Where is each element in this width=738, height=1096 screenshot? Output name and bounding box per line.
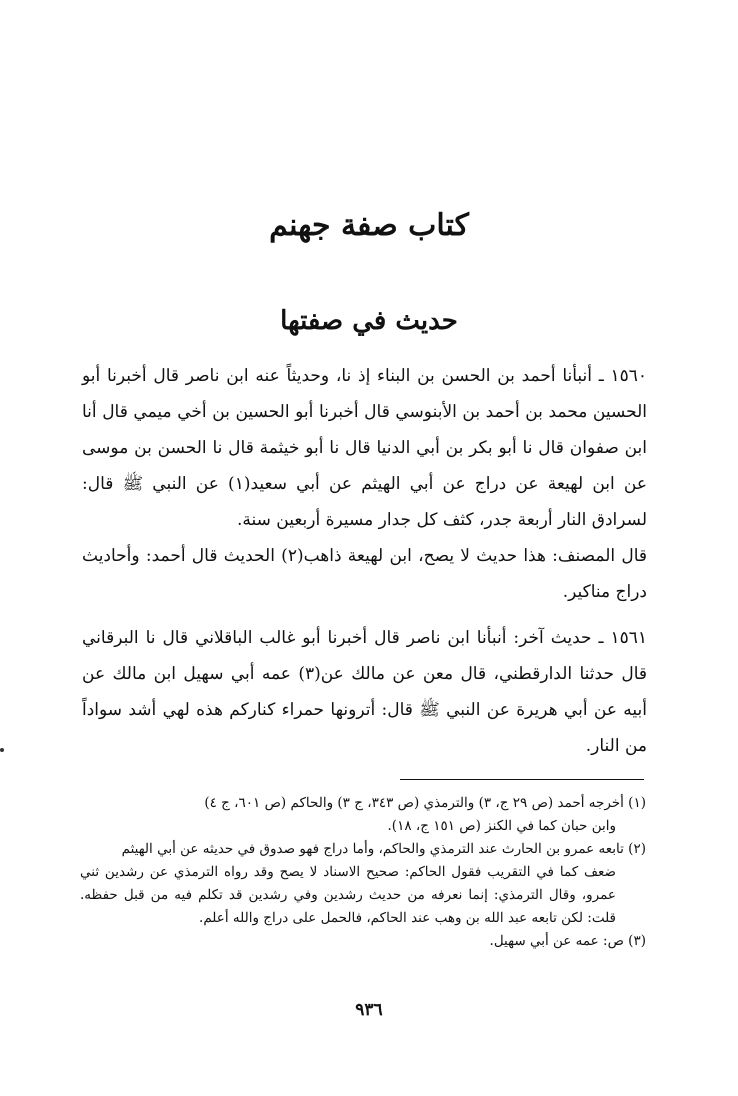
page-number: ٩٣٦	[355, 1000, 383, 1020]
author-comment-paragraph: قال المصنف: هذا حديث لا يصح، ابن لهيعة ذاهب(٢) الحديث قال أحمد: وأحاديث دراج مناكير.	[82, 546, 647, 602]
footnote-3-line1: (٣) ص: عمه عن أبي سهيل.	[489, 933, 646, 949]
footnote-2	[80, 838, 646, 930]
book-title: كتاب صفة جهنم	[269, 208, 469, 243]
footnote-separator	[400, 779, 644, 780]
scan-mark	[0, 748, 4, 752]
hadith-1561-paragraph: ١٥٦١ ـ حديث آخر: أنبأنا ابن ناصر قال أخبرنا أبو غالب الباقلاني قال نا البرقاني قال حدثنا الدارقطني، قال معن عن مالك عن(٣) عمه أبي سهيل ابن مالك عن أبيه عن أبي هريرة عن النبي ﷺ قال: أترونها حمراء كناركم هذه لهي أشد سواداً من النار.	[82, 628, 647, 756]
footnote-3	[80, 930, 646, 953]
footnotes	[80, 792, 646, 953]
section-title: حديث في صفتها	[280, 306, 458, 336]
footnote-1-line1: (١) أخرجه أحمد (ص ٢٩ ج، ٣) والترمذي (ص ٣٤٣، ج ٣) والحاكم (ص ٦٠١، ج ٤)	[204, 795, 646, 811]
footnote-1	[80, 792, 646, 838]
footnote-2-line1: (٢) تابعه عمرو بن الحارث عند الترمذي والحاكم، وأما دراج فهو صدوق في حديثه عن أبي الهيثم	[121, 841, 646, 857]
footnote-2-line2: ضعف كما في التقريب فقول الحاكم: صحيح الاسناد لا يصح وقد رواه الترمذي عن رشدين ثني عمرو، وقال الترمذي: إنما نعرفه من حديث رشدين وفي رشدين قد تكلم فيه من قبل حفظه. قلت: لكن تابعه عبد الله بن وهب عند الحاكم، فالحمل على دراج والله أعلم.	[80, 864, 616, 926]
hadith-1560-paragraph: ١٥٦٠ ـ أنبأنا أحمد بن الحسن بن البناء إذ نا، وحديثاً عنه ابن ناصر قال أخبرنا أبو الحسين محمد بن أحمد بن الأبنوسي قال أخبرنا أبو الحسين بن أخي ميمي قال أنا ابن صفوان قال نا أبو بكر بن أبي الدنيا قال نا أبو خيثمة قال نا الحسن بن موسى عن ابن لهيعة عن دراج عن أبي الهيثم عن أبي سعيد(١) عن النبي ﷺ قال: لسرادق النار أربعة جدر، كثف كل جدار مسيرة أربعين سنة.	[82, 366, 648, 530]
footnote-1-line2: وابن حبان كما في الكنز (ص ١٥١ ج، ١٨).	[387, 818, 616, 834]
